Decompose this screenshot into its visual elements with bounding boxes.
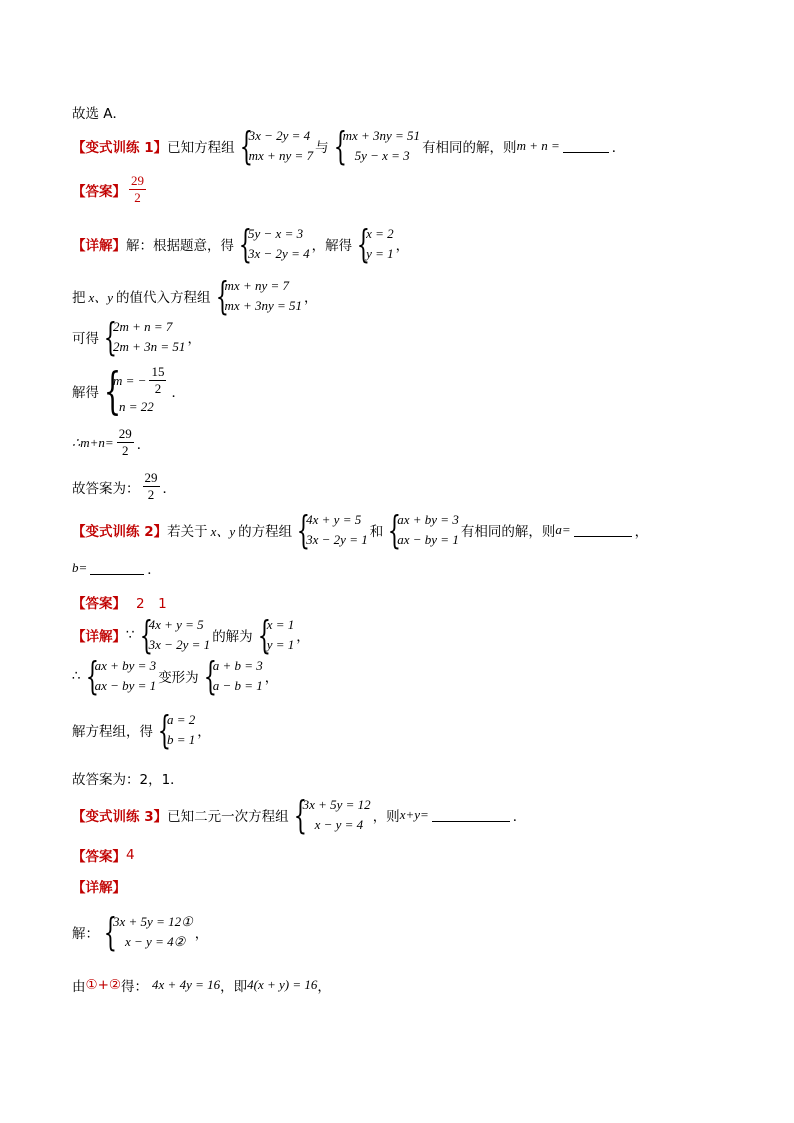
v3-end: ． [512,809,527,825]
v2-sol-system: { x = 1 y = 1 [257,613,295,657]
v3-eq2: 4(x + y) = 16 [247,977,318,992]
v2-solve [72,710,211,750]
v2-final-text: 故答案为：2，1． [72,772,184,788]
v2-detail-label: 【详解】 [72,629,126,645]
v1-get-text: 可得 [72,331,99,347]
v1-solve-text: 解得 [72,384,99,401]
v2-system-a: { 4x + y = 5 3x − 2y = 1 [296,508,368,552]
v1-label: 【变式训练 1】 [72,140,168,156]
v1-substitute [72,276,318,316]
v1-get [72,317,201,357]
v2-solve-end: ， [197,724,211,740]
v3-suffix: ，则 [372,809,400,825]
v1-therefore-expr: ∴m+n= [72,434,114,450]
v1-get-system: { 2m + n = 7 2m + 3n = 51 [103,315,186,359]
v1-detail-label: 【详解】 [72,238,126,254]
v1-solve [72,361,185,420]
v3-solve-system: { 3x + 5y = 12① x − y = 4② [103,910,193,954]
v1-prefix: 已知方程组 [167,140,235,156]
v1-detail-system-1: { 5y − x = 3 3x − 2y = 4 [238,222,310,266]
v1-solve-system: { m = − $\frac{15}{2}$ n = 22 [103,361,165,420]
v1-sub-vars: x、y [88,289,114,305]
v3-question [72,795,526,835]
v3-eq1: 4x + 4y = 16 [152,977,221,992]
v1-detail-system-2: { x = 2 y = 1 [356,222,394,266]
v1-answer-blank [563,140,609,153]
v1-answer-label: 【答案】 [72,183,126,200]
v2-answer-b-blank [90,562,144,575]
v1-final-fraction: $\frac{29}{2}$ [144,470,158,502]
v3-from [72,975,331,995]
v1-suffix: 有相同的解，则 [422,140,517,156]
v3-solve [72,912,208,952]
v3-solve-end: ， [194,926,209,942]
v1-detail-mid: ，解得 [311,238,353,254]
v1-final [72,470,176,503]
v1-therefore-fraction: $\frac{29}{2}$ [118,426,132,458]
v3-answer-blank [432,809,510,822]
v2-prefix: 若关于 [167,524,208,540]
v1-therefore [72,426,150,459]
v2-final [72,768,184,788]
v3-from-expr: ①+② [85,977,122,993]
v3-prefix: 已知二元一次方程组 [167,809,289,825]
v2-question [72,510,648,550]
v2-label: 【变式训练 2】 [72,524,168,540]
v3-answer [72,845,135,865]
v2-system-b: { ax + by = 3 ax − by = 1 [387,508,459,552]
v2-because: ∵ [126,627,135,643]
v1-question [72,126,625,166]
v2-ask-a: a= [555,522,571,537]
v3-mid: ，即 [220,979,248,995]
v1-sub-prefix: 把 [72,290,86,306]
v2-answer-a-blank [574,524,632,537]
v1-mid: 与 [315,140,329,156]
v2-solve-text: 解方程组，得 [72,724,153,740]
v3-answer-value: 4 [126,847,135,863]
intro-text: 故选 A． [72,106,127,122]
v2-text: 的方程组 [238,524,293,540]
intro-line [72,102,126,122]
v2-so: ∴ [72,668,81,684]
v2-question-b [72,558,161,578]
v1-end: ． [611,140,626,156]
v1-answer-fraction: $\frac{29}{2}$ [131,173,144,205]
v1-ask: m + n = [516,138,560,153]
v2-sol-end: ， [296,629,310,645]
v2-answer-values: 2 1 [136,596,167,612]
v1-system-b: { mx + 3ny = 51 5y − x = 3 [333,124,421,168]
v2-ask-b: b= [72,560,88,575]
v3-label: 【变式训练 3】 [72,809,168,825]
v1-therefore-end: ． [136,436,151,453]
v3-from-got: 得： [121,979,149,995]
v2-mid: 和 [369,524,384,540]
v1-detail [72,224,409,264]
v1-sub-end: ， [304,290,318,306]
v3-from-text: 由 [72,979,86,995]
v2-answer [72,592,167,612]
v2-suffix: 有相同的解，则 [460,524,556,540]
v2-trans-text: 变形为 [158,670,199,686]
v2-detail-system-2: { ax + by = 3 ax − by = 1 [85,654,157,698]
v2-answer-label: 【答案】 [72,596,126,612]
v2-detail-system-1: { 4x + y = 5 3x − 2y = 1 [139,613,211,657]
v2-trans-system: { a + b = 3 a − b = 1 [203,654,263,698]
v3-solve-text: 解： [72,926,99,942]
v3-system: { 3x + 5y = 12 x − y = 4 [293,793,371,837]
v2-sol-text: 的解为 [212,629,253,645]
v1-get-end: ， [187,331,201,347]
v1-answer [72,173,149,206]
v1-detail-text: 解：根据题意，得 [126,238,234,254]
v3-end2: ， [317,979,331,995]
v2-end: ． [147,562,161,578]
v1-sub-system: { mx + ny = 7 mx + 3ny = 51 [215,274,303,318]
v1-final-end: ． [162,480,176,497]
v3-ask: x+y= [399,807,429,822]
v3-answer-label: 【答案】 [72,849,126,865]
v2-comma: ， [634,524,649,540]
v2-trans-end: ， [264,670,279,686]
v3-detail [72,876,126,896]
v1-system-a: { 3x − 2y = 4 mx + ny = 7 [239,124,314,168]
v1-solve-end: ． [171,384,185,401]
v2-vars: x、y [210,523,236,539]
v1-detail-end: ， [395,238,410,254]
v1-sub-text: 的值代入方程组 [116,290,211,306]
v1-final-text: 故答案为： [72,480,140,497]
v2-solve-system: { a = 2 b = 1 [157,708,196,752]
v2-detail [72,615,310,655]
v3-detail-label: 【详解】 [72,880,126,896]
v2-transform [72,656,278,696]
